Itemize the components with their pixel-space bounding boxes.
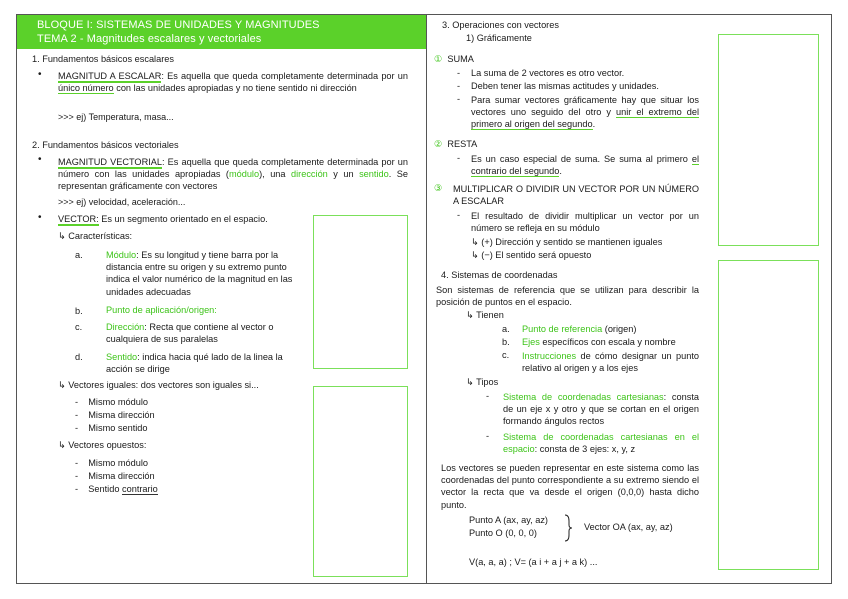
bullet: • (38, 212, 42, 223)
vector-magnitude-definition: MAGNITUD VECTORIAL: Es aquella que queda completamente determinada por un número con las unidades apropiadas (módulo), una dirección y un sentido. Se representan gráficamente con vectores (58, 157, 408, 192)
list-marker: c. (75, 322, 83, 332)
bullet: • (38, 69, 42, 80)
point-o: Punto O (0, 0, 0) (469, 528, 537, 538)
number-2-icon: ② (434, 139, 443, 149)
topic-title: TEMA 2 - Magnitudes escalares y vectoriales (37, 33, 262, 45)
characteristic-module: Módulo: Es su longitud y tiene barra por la distancia entre su origen y su extremo punto indica el valor numérico de la magnitud en las unidades adecuadas (106, 250, 293, 297)
vector-definition: VECTOR: Es un segmento orientado en el espacio. (58, 214, 268, 224)
list-item: - Misma dirección (75, 471, 155, 481)
column-divider (426, 14, 427, 584)
vector-example: >>> ej) velocidad, aceleración... (58, 197, 186, 207)
list-item: - (457, 81, 461, 91)
multiply-heading: MULTIPLICAR O DIVIDIR UN VECTOR POR UN NÚMERO A ESCALAR (453, 184, 699, 207)
figure-placeholder-box (313, 215, 408, 369)
list-item: - Mismo módulo (75, 397, 149, 407)
characteristic-origin: Punto de aplicación/origen: (106, 305, 217, 315)
list-item: - Mismo módulo (75, 458, 149, 468)
arrow-icon: ↳ (58, 231, 66, 241)
sum-heading: ① SUMA (434, 54, 474, 64)
brace-icon (564, 514, 574, 542)
vector-formula: V(a, a, a) ; V= (a i + a j + a k) ... (469, 557, 598, 567)
list-marker: c. (502, 350, 510, 360)
arrow-icon: ↳ (58, 380, 66, 390)
list-item: - (486, 391, 490, 401)
subtraction-point: Es un caso especial de suma. Se suma al primero el contrario del segundo. (471, 154, 699, 177)
cartesian-space: Sistema de coordenadas cartesianas en el espacio: consta de 3 ejes: x, y, z (503, 432, 699, 455)
list-item: - Sentido contrario (75, 484, 158, 494)
figure-placeholder-box (718, 34, 819, 246)
sum-point-1: La suma de 2 vectores es otro vector. (471, 68, 625, 78)
scalar-term: MAGNITUD A ESCALAR (58, 71, 162, 81)
characteristics-heading: ↳ Características: (58, 231, 133, 241)
page-frame (16, 14, 832, 584)
scalar-example: >>> ej) Temperatura, masa... (58, 112, 174, 122)
axes: Ejes específicos con escala y nombre (522, 337, 676, 347)
sum-point-3: Para sumar vectores gráficamente hay que situar los vectores uno seguido del otro y unir el extremo del primero al origen del segundo. (471, 95, 699, 130)
vector-term: VECTOR: (58, 214, 99, 224)
section-1-heading: 1. Fundamentos básicos escalares (32, 54, 174, 64)
list-item: - (457, 153, 461, 163)
list-item: - (486, 431, 490, 441)
list-marker: b. (502, 337, 510, 347)
equal-vectors-heading: ↳ Vectores iguales: dos vectores son iguales si... (58, 380, 259, 390)
sum-point-2: Deben tener las mismas actitudes y unidades. (471, 81, 659, 91)
list-item: - Misma dirección (75, 410, 155, 420)
list-marker: a. (502, 324, 510, 334)
title-banner (17, 15, 426, 49)
characteristic-sense: Sentido: indica hacia qué lado de la linea la acción se dirige (106, 352, 283, 375)
characteristic-direction: Dirección: Recta que contiene al vector o cualquiera de sus paralelas (106, 322, 274, 345)
section-3-1-heading: 1) Gráficamente (466, 33, 532, 43)
coordinate-system-definition: Son sistemas de referencia que se utilizan para describir la posición de puntos en el espacio. (436, 285, 699, 308)
instructions: Instrucciones de cómo designar un punto relativo al origen y a los ejes (522, 351, 699, 374)
arrow-icon: ↳ (58, 440, 66, 450)
vector-oa: Vector OA (ax, ay, az) (584, 522, 673, 532)
list-marker: b. (75, 306, 83, 316)
opposite-vectors-heading: ↳ Vectores opuestos: (58, 440, 147, 450)
section-4-heading: 4. Sistemas de coordenadas (441, 270, 558, 280)
multiply-point: El resultado de dividir multiplicar un vector por un número se refleja en su módulo (471, 211, 699, 234)
subtraction-heading: ② RESTA (434, 139, 478, 149)
multiply-negative: ↳ (−) El sentido será opuesto (471, 250, 592, 260)
number-3-icon: ③ (434, 183, 443, 193)
vector-magnitude-term: MAGNITUD VECTORIAL (58, 157, 163, 167)
figure-placeholder-box (718, 260, 819, 570)
reference-point: Punto de referencia (origen) (522, 324, 637, 334)
section-2-heading: 2. Fundamentos básicos vectoriales (32, 140, 179, 150)
list-item: - (457, 210, 461, 220)
list-item: - Mismo sentido (75, 423, 148, 433)
list-marker: a. (75, 250, 83, 260)
vector-representation-paragraph: Los vectores se pueden representar en este sistema como las coordenadas del punto correspondiente a su extremo siendo el vector la recta que va desde el origen (0,0,0) hasta dicho punto. (441, 463, 699, 510)
point-a: Punto A (ax, ay, az) (469, 515, 548, 525)
scalar-definition: MAGNITUD A ESCALAR: Es aquella que queda completamente determinada por un único número con las unidades apropiadas y no tiene sentido ni dirección (58, 71, 409, 94)
multiply-positive: ↳ (+) Dirección y sentido se mantienen iguales (471, 237, 663, 247)
bullet: • (38, 154, 42, 165)
types-heading: ↳ Tipos (466, 377, 499, 387)
list-marker: d. (75, 352, 83, 362)
section-3-heading: 3. Operaciones con vectores (442, 20, 559, 30)
cartesian-plane: Sistema de coordenadas cartesianas: consta de un eje x y otro y que se cortan en el origen formando ángulos rectos (503, 392, 699, 427)
list-item: - (457, 68, 461, 78)
block-title: BLOQUE I: SISTEMAS DE UNIDADES Y MAGNITUDES (37, 19, 320, 31)
number-1-icon: ① (434, 54, 443, 64)
list-item: - (457, 94, 461, 104)
figure-placeholder-box (313, 386, 408, 577)
have-heading: ↳ Tienen (466, 310, 504, 320)
